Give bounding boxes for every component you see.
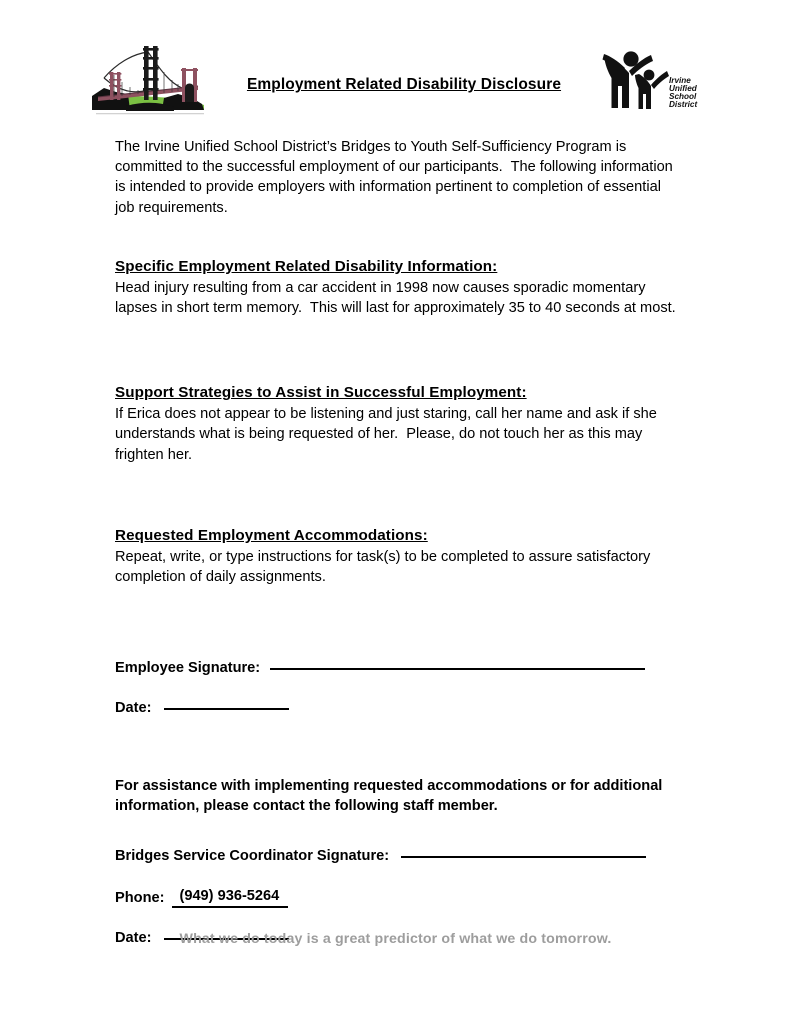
spacer: [115, 318, 681, 383]
footer-tagline: What we do today is a great predictor of what we do tomorrow.: [179, 931, 612, 947]
employee-date-row: [115, 698, 681, 718]
document-body: [115, 137, 681, 948]
employee-date-field[interactable]: [164, 708, 289, 710]
spacer: [115, 908, 681, 928]
spacer: [115, 747, 681, 776]
irvine-unified-school-district-logo: [596, 42, 704, 114]
section-body: If Erica does not appear to be listening and just staring, call her name and ask if she understands what is being requested of her. Please, do not touch her as this may frighten her.: [115, 406, 661, 463]
spacer: [115, 866, 681, 886]
phone-row: [115, 886, 681, 908]
employee-date-label: Date:: [115, 700, 152, 717]
section-heading: Requested Employment Accommodations:: [115, 526, 428, 544]
bridges-program-logo: [86, 42, 212, 120]
spacer: [115, 587, 681, 658]
section-body: Repeat, write, or type instructions for task(s) to be completed to assure satisfactory completion of daily assignments.: [115, 548, 655, 586]
section-specific-disability-information: [115, 257, 681, 318]
phone-value[interactable]: (949) 936-5264: [172, 886, 288, 908]
document-header: [0, 38, 791, 122]
coordinator-signature-field[interactable]: [401, 856, 646, 858]
coordinator-date-label: Date:: [115, 929, 152, 946]
district-logo-line-3: School: [669, 92, 697, 101]
coordinator-signature-label: Bridges Service Coordinator Signature:: [115, 847, 390, 864]
spacer: [115, 817, 681, 846]
section-support-strategies: [115, 383, 681, 465]
district-logo-line-2: Unified: [669, 84, 697, 93]
intro-paragraph: The Irvine Unified School District’s Bridges to Youth Self-Sufficiency Program is committed to the successful employment of our participants. The following information is intended to provide employers with information pertinent to completion of essential job requirements.: [115, 139, 677, 216]
signature-block: [115, 658, 681, 947]
page-title: Employment Related Disability Disclosure: [246, 76, 562, 93]
employee-signature-row: [115, 658, 681, 678]
spacer: [115, 718, 681, 747]
employee-signature-label: Employee Signature:: [115, 660, 261, 677]
section-heading: Support Strategies to Assist in Successful Employment:: [115, 384, 527, 402]
district-logo-line-4: District: [669, 100, 698, 109]
contact-instruction-note: For assistance with implementing requested accommodations or for additional information, please contact the following staff member.: [115, 778, 667, 815]
coordinator-signature-row: [115, 846, 681, 866]
district-logo-line-1: Irvine: [669, 76, 691, 85]
section-requested-accommodations: [115, 526, 681, 587]
section-heading: Specific Employment Related Disability Information:: [115, 257, 498, 275]
employee-signature-field[interactable]: [270, 668, 645, 670]
spacer: [115, 218, 681, 257]
spacer: [115, 678, 681, 698]
section-body: Head injury resulting from a car accident in 1998 now causes sporadic momentary lapses in short term memory. This will last for approximately 35 to 40 seconds at most.: [115, 279, 676, 317]
spacer: [115, 465, 681, 526]
phone-label: Phone:: [115, 889, 165, 906]
